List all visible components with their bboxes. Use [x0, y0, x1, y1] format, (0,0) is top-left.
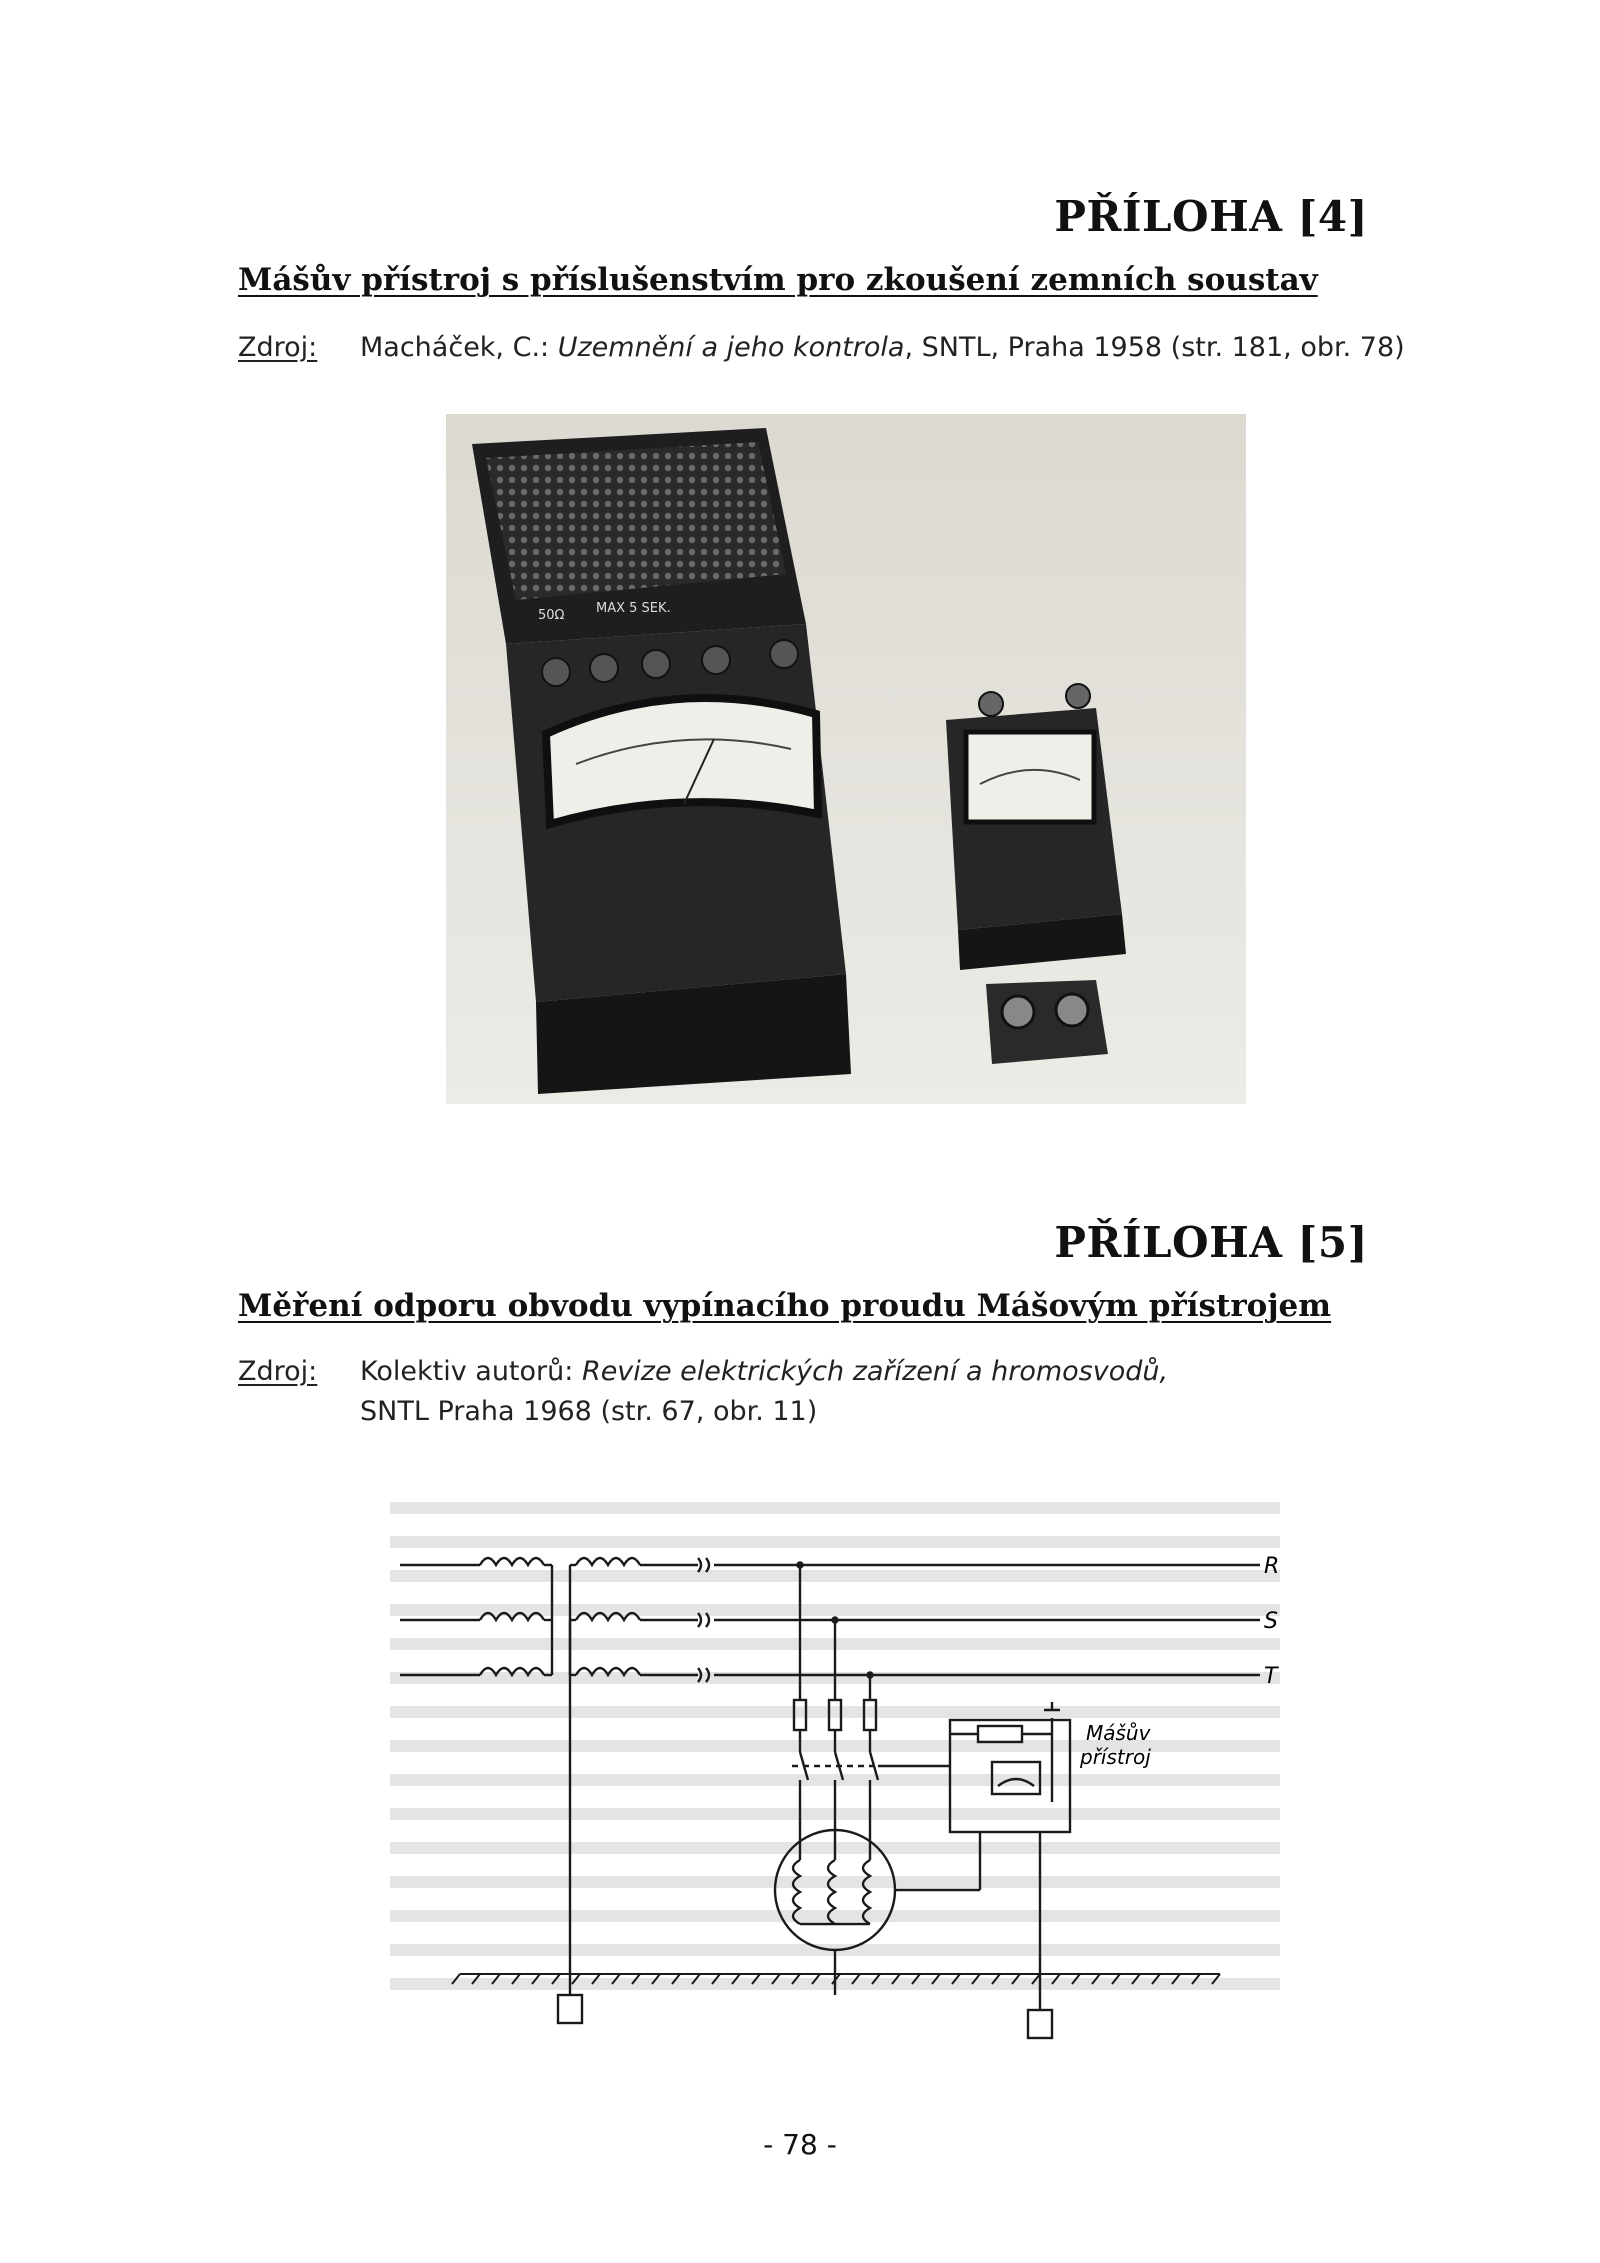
attachment-5-source: [238, 1352, 1168, 1432]
source-work-title: Revize elektrických zařízení a hromosvodů,: [581, 1356, 1169, 1387]
attachment-5-title: PŘÍLOHA [5]: [1054, 1218, 1368, 1267]
instrument-photo-drawing: [446, 414, 1246, 1104]
source-work-title: Uzemnění a jeho kontrola: [557, 332, 905, 363]
circuit-diagram: [380, 1490, 1300, 2040]
attachment-4-source: [238, 328, 1405, 368]
photo-label-duration: MAX 5 SEK.: [596, 601, 671, 616]
instrument-photo: [446, 414, 1246, 1104]
attachment-5-heading: Měření odporu obvodu vypínacího proudu Mášovým přístrojem: [238, 1288, 1332, 1324]
source-author: Macháček, C.:: [360, 332, 558, 363]
speaker-grille: [486, 442, 786, 600]
source-publication: , SNTL, Praha 1958 (str. 181, obr. 78): [904, 332, 1405, 363]
phase-label-t: T: [1264, 1664, 1278, 1689]
page-number: - 78 -: [763, 2128, 837, 2161]
attachment-4-title: PŘÍLOHA [4]: [1054, 192, 1368, 241]
circuit-diagram-drawing: [380, 1490, 1300, 2040]
source-label: Zdroj:: [238, 332, 318, 363]
circuit-lines: [400, 1558, 1260, 2038]
instrument-label-line1: Mášův: [1086, 1721, 1151, 1745]
phase-label-r: R: [1264, 1554, 1280, 1579]
source-label: Zdroj:: [238, 1356, 318, 1387]
source-author: Kolektiv autorů:: [360, 1356, 582, 1387]
source-publication: SNTL Praha 1968 (str. 67, obr. 11): [360, 1396, 818, 1427]
attachment-4-heading: Mášův přístroj s příslušenstvím pro zkoušení zemních soustav: [238, 262, 1318, 298]
phase-label-s: S: [1264, 1609, 1278, 1634]
instrument-label-line2: přístroj: [1080, 1745, 1151, 1769]
photo-label-resistance: 50Ω: [538, 608, 565, 623]
